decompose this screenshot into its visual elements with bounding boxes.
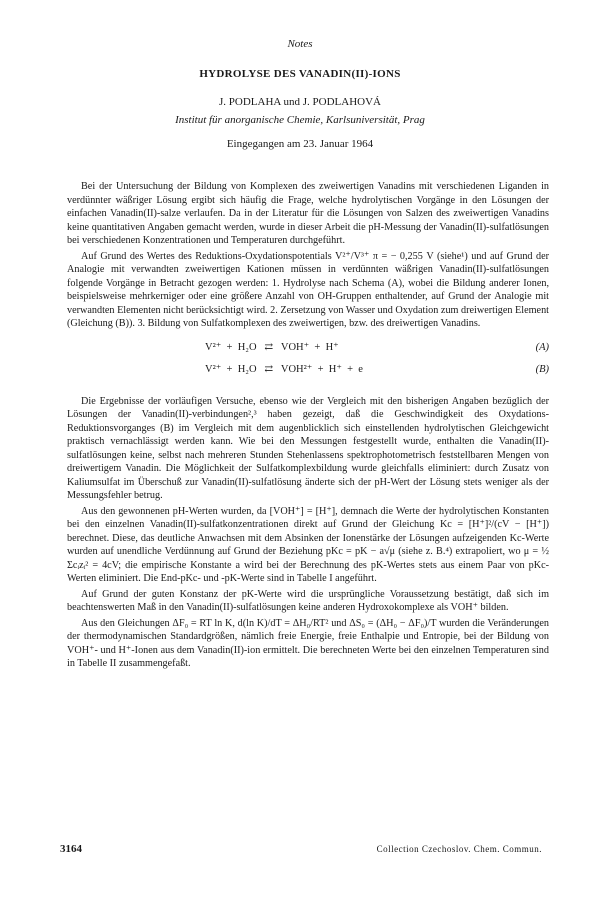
equation-b: V²⁺ + H₂O ⇄ VOH²⁺ + H⁺ + e xyxy=(205,363,363,375)
paragraph: Auf Grund des Wertes des Reduktions-Oxydationspotentials V²⁺/V³⁺ π = − 0,255 V (siehe¹) und auf Grund der Analogie mit verwandten zweiwertigen Kationen müssen in verdünnten wäßrigen Vanadin(II)-sulfatlösungen folgende Vorgänge in Betracht gezogen werden: 1. Hydrolyse nach Schema (A), wobei die Bildung anderer Ionen, beispielsweise mehrkerniger oder eine größere Anzahl von OH-Gruppen enthaltender, auf Grund der Analogie mit verwandten Elementen nicht berücksichtigt wird. 2. Zersetzung von Wasser und Oxydation zum dreiwertigen Element (Gleichung (B)). 3. Bildung von Sulfatkomplexen des zweiwertigen, bzw. des dreiwertigen Vanadins. xyxy=(67,250,549,329)
equation-a-label: (A) xyxy=(535,341,549,353)
equation-a: V²⁺ + H₂O ⇄ VOH⁺ + H⁺ xyxy=(205,341,339,353)
article-body xyxy=(67,180,549,673)
running-header: Notes xyxy=(287,38,313,50)
equation-b-label: (B) xyxy=(535,363,549,375)
paragraph: Bei der Untersuchung der Bildung von Komplexen des zweiwertigen Vanadins mit verschiedenen Liganden in verdünnter wäßriger Lösung ergibt sich häufig die Frage, welche hydrolytischen Vorgänge in den Lösungen der einfachen Vanadin(II)-salze verlaufen. Da in der Literatur für die Lösungen von Salzen des zweiwertigen Vanadins keine quantitativen Angaben gemacht werden, wurde in dieser Arbeit die pH-Messung der Vanadin(II)-sulfatlösungen bei verschiedenen Konzentrationen und Temperaturen durchgeführt. xyxy=(67,181,549,246)
equation-block xyxy=(67,341,549,385)
paragraph: Aus den Gleichungen ΔF₀ = RT ln K, d(ln K)/dT = ΔH₀/RT² und ΔS₀ = (ΔH₀ − ΔF₀)/T wurden die Veränderungen der thermodynamischen Standardgrößen, nämlich freie Energie, freie Enthalpie und Entropie, bei der Bildung von VOH⁺- und H⁺-Ionen aus dem Vanadin(II)-ion ermittelt. Die berechneten Werte bei den einzelnen Temperaturen sind in Tabelle II zusammengefaßt. xyxy=(67,617,549,669)
paragraph: Aus den gewonnenen pH-Werten wurden, da [VOH⁺] = [H⁺], demnach die Werte der hydrolytischen Konstanten bei den einzelnen Vanadin(II)-sulfatkonzentrationen direkt auf Grund der Gleichung Kc = [H⁺]²/(cV − [H⁺]) berechnet. Diese, das deutliche Anwachsen mit dem Absinken der Ionenstärke der Lösungen aufzeigenden Kc-Werte wurden auf unendliche Verdünnung auf Grund der Beziehung pKc = pK − a√μ (siehe z. B.⁴) extrapoliert, wo μ = ½ Σcᵢzᵢ² = 4cV; die empirische Konstante a wird bei der Berechnung des pK-Wertes stets aus einem Paar von pKc-Werten eliminiert. Die End-pKc- und -pK-Werte sind in Tabelle I angeführt. xyxy=(67,505,549,584)
received-date: Eingegangen am 23. Januar 1964 xyxy=(226,138,374,150)
institute: Institut für anorganische Chemie, Karlsuniversität, Prag xyxy=(175,114,425,126)
paragraph: Die Ergebnisse der vorläufigen Versuche, ebenso wie der Vergleich mit den bisherigen Angaben bezüglich der Lösungen der Vanadin(II)-verbindungen²,³ haben gezeigt, daß die Geschwindigkeit des Oxydations-Reduktionsvorganges (B) im Vergleich mit dem augenblicklich sich einstellenden hydrolytischen Gleichgewicht praktisch vernachlässigt werden kann. Wie bei den Messungen festgestellt wurde, enthalten die Vanadin(II)-sulfatlösungen keine, selbst nach mehreren Stunden Stehenlassens spektrophotometrisch feststellbaren Mengen von dreiwertigem Vanadin. Die Möglichkeit der Sulfatkomplexbildung wurde gleichfalls eliminiert: durch Zusatz von Kaliumsulfat im Überschuß zur Vanadin(II)-sulfatlösung änderte sich der pH-Wert der Lösung stets weniger als der Messungsfehler betrug. xyxy=(67,395,549,501)
authors: J. PODLAHA und J. PODLAHOVÁ xyxy=(219,96,381,108)
paragraph: Auf Grund der guten Konstanz der pK-Werte wird die ursprüngliche Voraussetzung bestätigt, daß sich im beachtenswerten Maß in den Vanadin(II)-sulfatlösungen keine anderen Hydroxokomplexe als VOH⁺ bilden. xyxy=(67,588,549,613)
page-number: 3164 xyxy=(60,843,82,855)
equation-row xyxy=(67,363,549,385)
journal-footer: Collection Czechoslov. Chem. Commun. xyxy=(376,844,542,854)
equation-row xyxy=(67,341,549,363)
article-title: HYDROLYSE DES VANADIN(II)-IONS xyxy=(199,68,401,80)
